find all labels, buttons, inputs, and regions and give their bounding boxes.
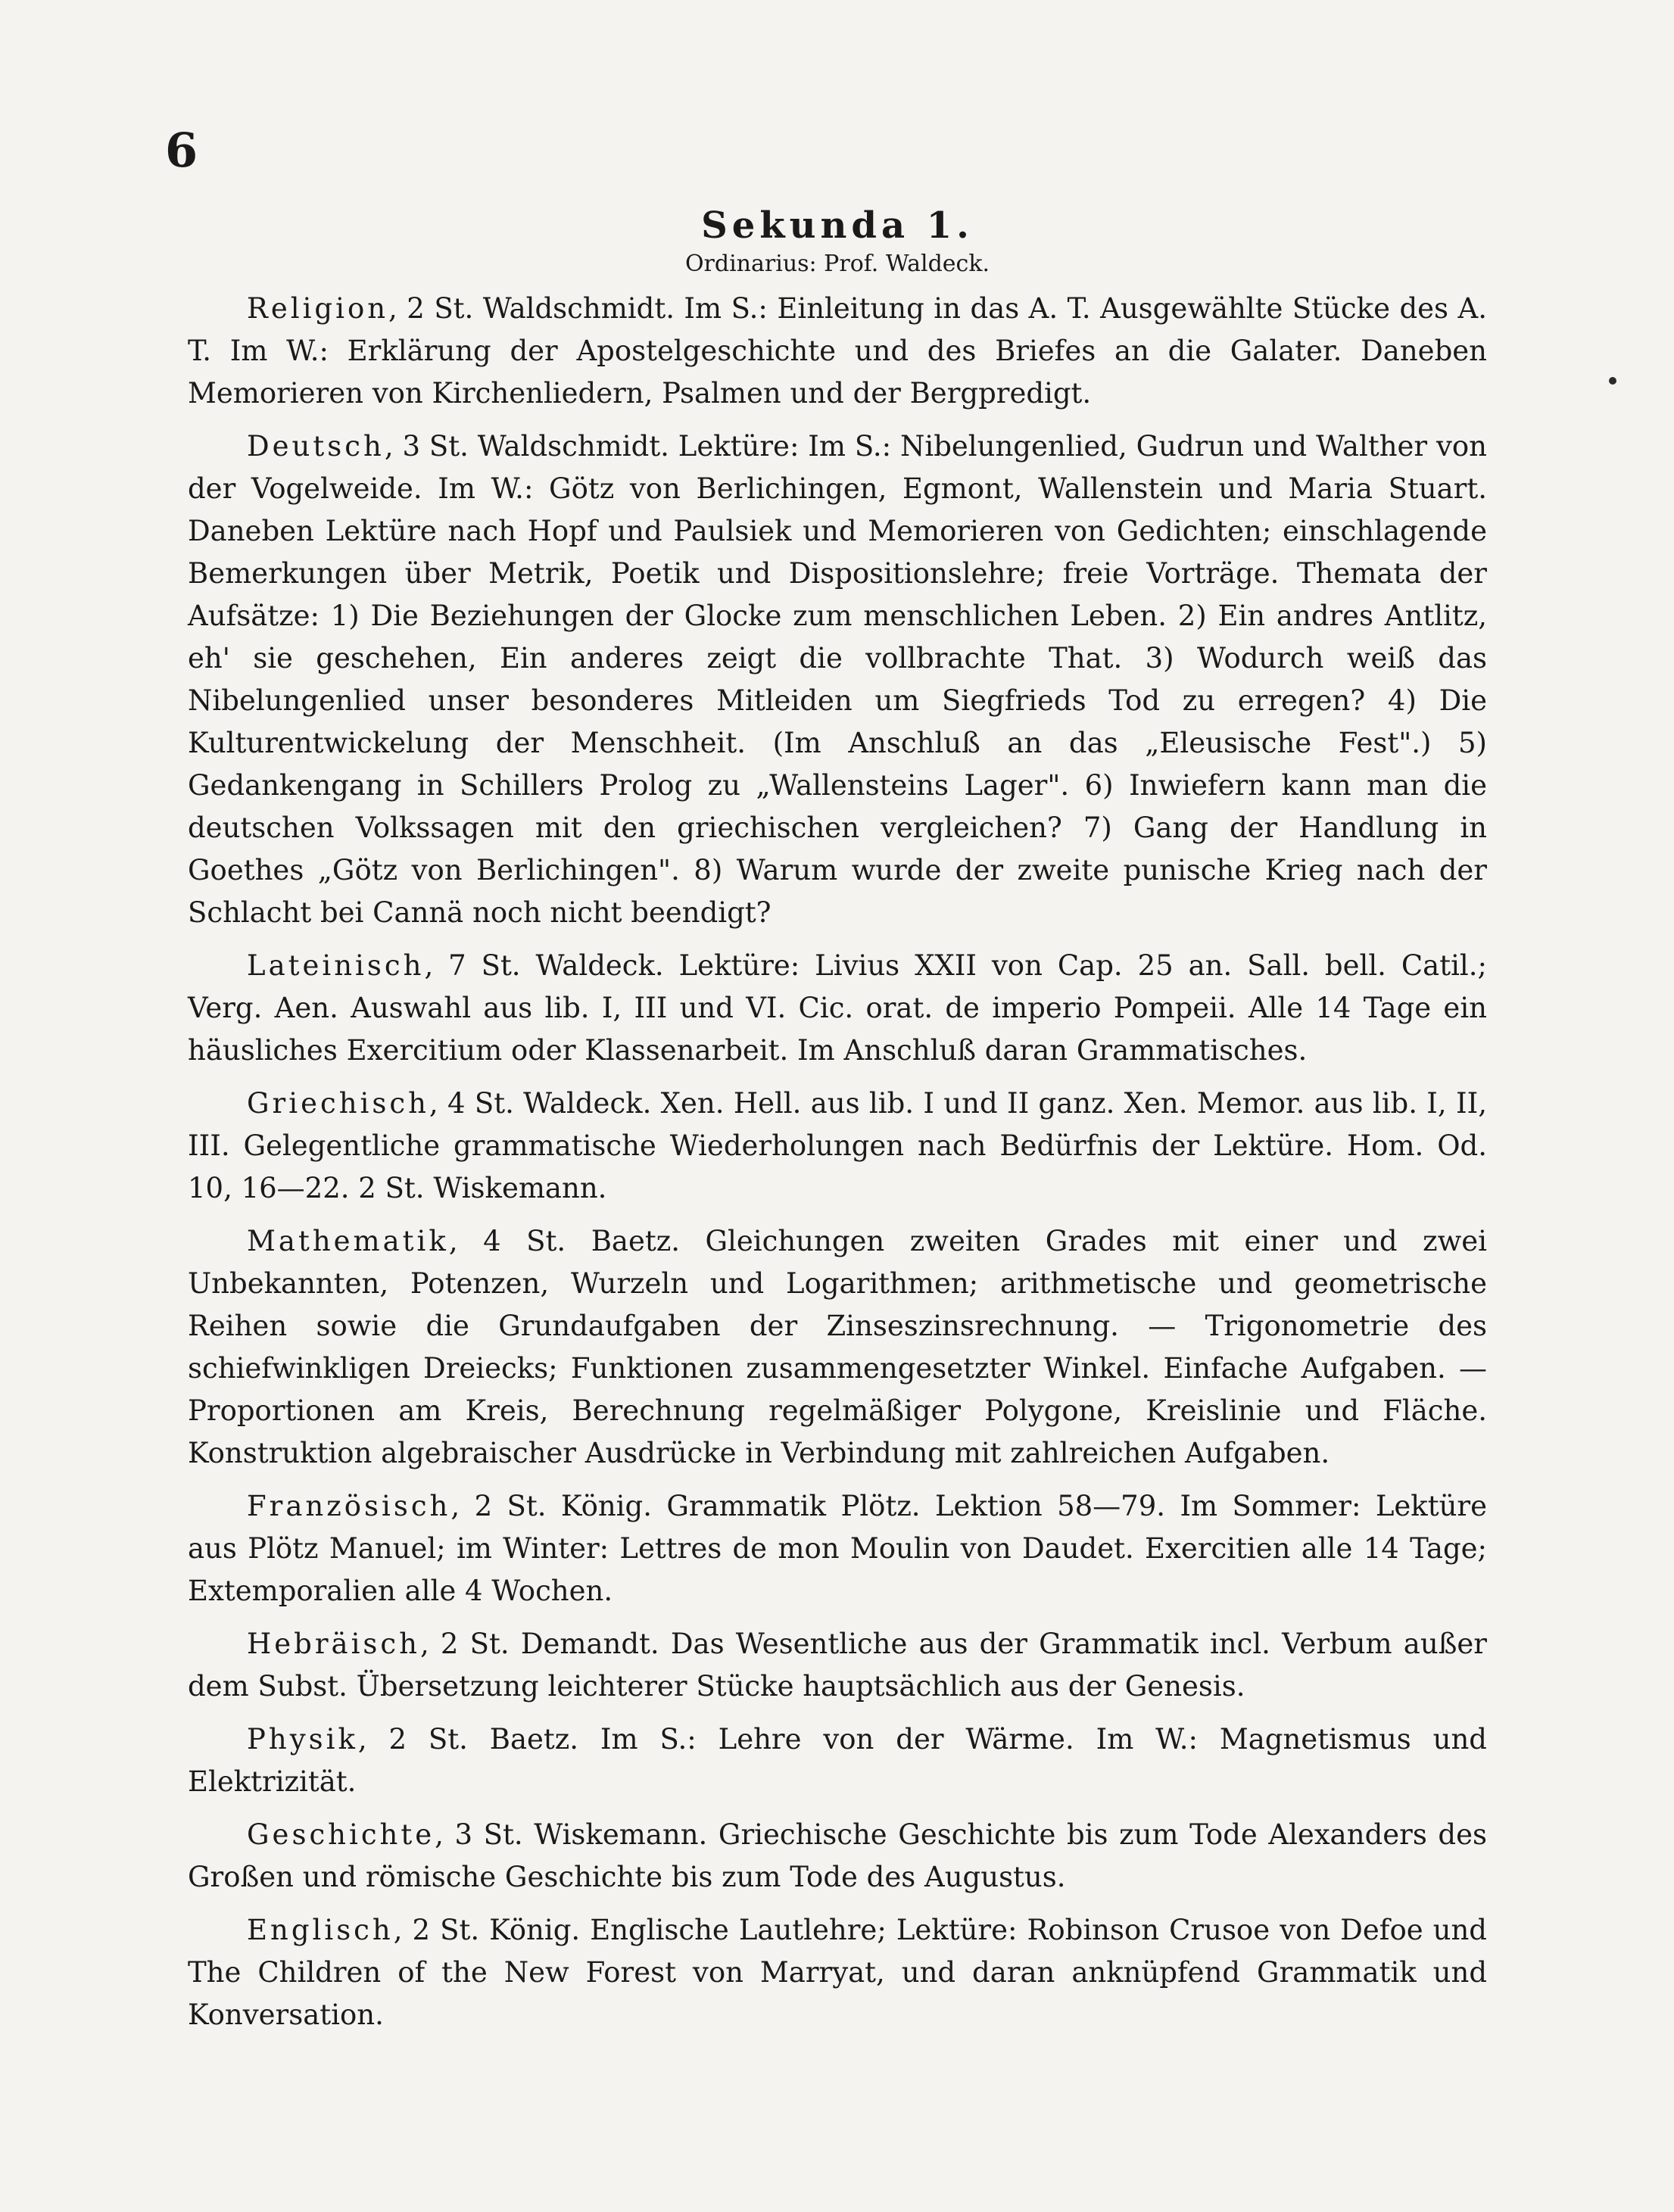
subject-paragraph-englisch <box>188 1909 1487 2036</box>
subject-description: , 7 St. Waldeck. Lektüre: Livius XXII von Cap. 25 an. Sall. bell. Catil.; Verg. Aen. Auswahl aus lib. I, III und VI. Cic. orat. de imperio Pompeii. Alle 14 Tage ein häusliches Exercitium oder Klassenarbeit. Im Anschluß daran Grammatisches. <box>188 949 1487 1067</box>
subject-description: , 2 St. Waldschmidt. Im S.: Einleitung in das A. T. Ausgewählte Stücke des A. T. Im W.: Erklärung der Apostelgeschichte und des Briefes an die Galater. Daneben Memorieren von Kirchenliedern, Psalmen und der Bergpredigt. <box>188 291 1487 410</box>
subject-name: Physik <box>247 1722 358 1756</box>
subject-description: , 2 St. Baetz. Im S.: Lehre von der Wärme. Im W.: Magnetismus und Elektrizität. <box>188 1722 1487 1798</box>
subject-description: , 4 St. Baetz. Gleichungen zweiten Grades mit einer und zwei Unbekannten, Potenzen, Wurzeln und Logarithmen; arithmetische und geometrische Reihen sowie die Grundaufgaben der Zinseszinsrechnung. — Trigonometrie des schiefwinkligen Dreiecks; Funktionen zusammengesetzter Winkel. Einfache Aufgaben. — Proportionen am Kreis, Berechnung regelmäßiger Polygone, Kreislinie und Fläche. Konstruktion algebraischer Ausdrücke in Verbindung mit zahlreichen Aufgaben. <box>188 1224 1487 1469</box>
subject-description: , 4 St. Waldeck. Xen. Hell. aus lib. I und II ganz. Xen. Memor. aus lib. I, II, III. Gelegentliche grammatische Wiederholungen nach Bedürfnis der Lektüre. Hom. Od. 10, 16—22. 2 St. Wiskemann. <box>188 1086 1487 1204</box>
subject-paragraph-religion <box>188 288 1487 415</box>
subject-name: Französisch <box>247 1489 451 1522</box>
page-number: 6 <box>165 123 198 178</box>
subject-paragraph-hebraeisch <box>188 1623 1487 1708</box>
subject-paragraph-griechisch <box>188 1083 1487 1210</box>
subject-name: Hebräisch <box>247 1627 420 1660</box>
subject-description: , 2 St. König. Grammatik Plötz. Lektion 58—79. Im Sommer: Lektüre aus Plötz Manuel; im Winter: Lettres de mon Moulin von Daudet. Exercitien alle 14 Tage; Extemporalien alle 4 Wochen. <box>188 1489 1487 1607</box>
ordinarius-line: Ordinarius: Prof. Waldeck. <box>684 250 990 277</box>
subject-paragraph-deutsch <box>188 425 1487 934</box>
subject-description: , 2 St. König. Englische Lautlehre; Lektüre: Robinson Crusoe von Defoe und The Children of the New Forest von Marryat, und daran anknüpfend Grammatik und Konversation. <box>188 1913 1487 2031</box>
subject-paragraph-lateinisch <box>188 945 1487 1072</box>
subject-description: , 3 St. Waldschmidt. Lektüre: Im S.: Nibelungenlied, Gudrun und Walther von der Vogelweide. Im W.: Götz von Berlichingen, Egmont, Wallenstein und Maria Stuart. Daneben Lektüre nach Hopf und Paulsiek und Memorieren von Gedichten; einschlagende Bemerkungen über Metrik, Poetik und Dispositionslehre; freie Vorträge. Themata der Aufsätze: 1) Die Beziehungen der Glocke zum menschlichen Leben. 2) Ein andres Antlitz, eh' sie geschehen, Ein anderes zeigt die vollbrachte That. 3) Wodurch weiß das Nibelungenlied unser besonderes Mitleiden um Siegfrieds Tod zu erregen? 4) Die Kulturentwickelung der Menschheit. (Im Anschluß an das „Eleusische Fest".) 5) Gedankengang in Schillers Prolog zu „Wallensteins Lager". 6) Inwiefern kann man die deutschen Volkssagen mit den griechischen vergleichen? 7) Gang der Handlung in Goethes „Götz von Berlichingen". 8) Warum wurde der zweite punische Krieg nach der Schlacht bei Cannä noch nicht beendigt? <box>188 429 1487 929</box>
subject-description: , 3 St. Wiskemann. Griechische Geschichte bis zum Tode Alexanders des Großen und römische Geschichte bis zum Tode des Augustus. <box>188 1818 1487 1893</box>
subject-paragraph-franzoesisch <box>188 1485 1487 1612</box>
subject-name: Lateinisch <box>247 949 425 982</box>
subject-name: Mathematik <box>247 1224 449 1257</box>
subject-name: Religion <box>247 291 389 325</box>
subject-name: Griechisch <box>247 1086 429 1120</box>
subject-paragraph-physik <box>188 1718 1487 1803</box>
page-content <box>188 206 1487 2047</box>
subject-description: , 2 St. Demandt. Das Wesentliche aus der Grammatik incl. Verbum außer dem Subst. Übersetzung leichterer Stücke hauptsächlich aus der Genesis. <box>188 1627 1487 1703</box>
subject-name: Englisch <box>247 1913 394 1946</box>
subject-name: Geschichte <box>247 1818 435 1851</box>
subject-name: Deutsch <box>247 429 385 463</box>
subject-paragraph-geschichte <box>188 1814 1487 1899</box>
ink-dot-mark <box>1609 377 1616 385</box>
class-heading: Sekunda 1. <box>701 204 974 247</box>
subject-paragraph-mathematik <box>188 1220 1487 1475</box>
